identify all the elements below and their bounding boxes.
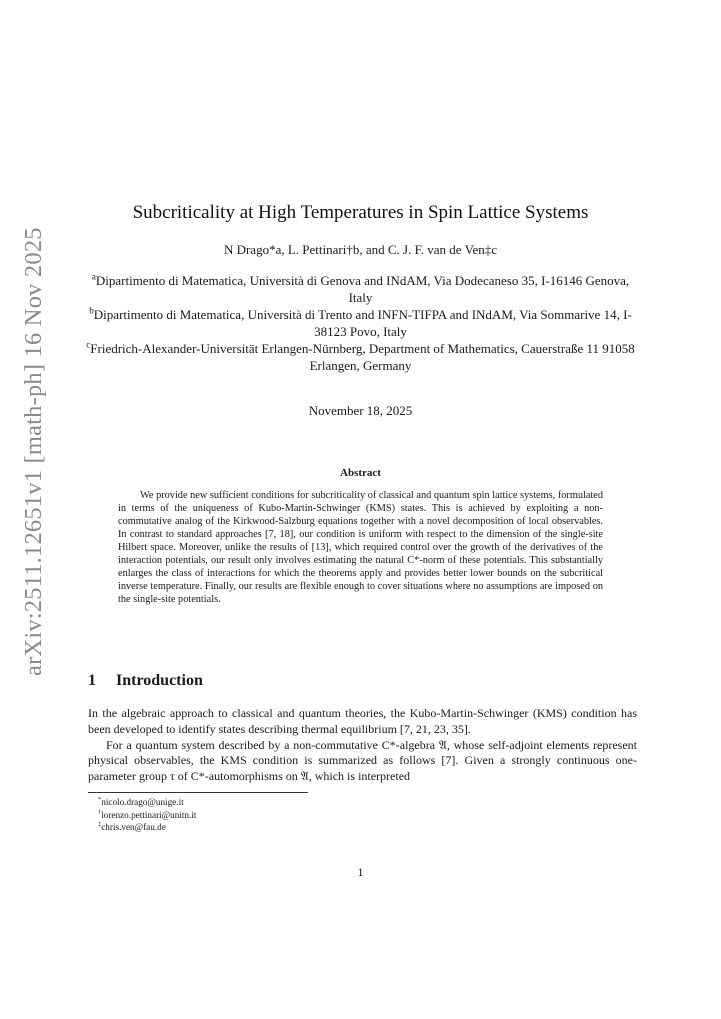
author-list: N Drago*a, L. Pettinari†b, and C. J. F. van de Ven‡c xyxy=(223,242,498,257)
arxiv-stamp: arXiv:2511.12651v1 [math-ph] 16 Nov 2025 xyxy=(20,227,47,676)
footnote xyxy=(98,796,196,809)
affiliation-mark: b xyxy=(89,305,94,316)
affiliation-b xyxy=(80,306,641,340)
affiliation-a xyxy=(80,272,641,306)
page-number: 1 xyxy=(357,865,364,879)
footnotes xyxy=(98,796,196,834)
affiliation-mark: a xyxy=(91,271,96,282)
affiliation-c xyxy=(80,340,641,374)
footnote-rule xyxy=(88,792,308,793)
section-title: Introduction xyxy=(116,672,203,689)
section-number: 1 xyxy=(88,672,96,689)
abstract-heading: Abstract xyxy=(340,467,381,479)
affiliation-text: Dipartimento di Matematica, Università di Trento and INFN-TIFPA and INdAM, Via Sommarive 14, I-38123 Povo, Italy xyxy=(93,307,632,339)
footnote-mark: ‡ xyxy=(98,820,102,828)
footnote-mark: † xyxy=(98,808,102,816)
footnote-mark: * xyxy=(98,795,102,803)
footnote xyxy=(98,809,196,822)
body-text xyxy=(88,706,637,785)
publication-date: November 18, 2025 xyxy=(308,403,413,418)
abstract-text: We provide new sufficient conditions for subcriticality of classical and quantum spin lattice systems, formulated in terms of the uniqueness of Kubo-Martin-Schwinger (KMS) states. This is achieved by exploiting a non-commutative analog of the Kirkwood-Salzburg equations together with a novel decomposition of local observables. In contrast to standard approaches [7, 18], our condition is uniform with respect to the dimension of the single-site Hilbert space. Moreover, unlike the results of [13], which required control over the growth of the derivatives of the interaction potentials, our result only involves estimating the natural C*-norm of these potentials. This substantially enlarges the class of interactions for which the theorems apply and provides better lower bounds on the subcritical inverse temperature. Finally, our results are flexible enough to cover situations where no assumptions are imposed on the single-site potentials. xyxy=(118,490,603,605)
footnote-email: nicolo.drago@unige.it xyxy=(101,797,184,807)
footnote-email: lorenzo.pettinari@unitn.it xyxy=(101,809,197,820)
affiliation-text: Friedrich-Alexander-Universität Erlangen-Nürnberg, Department of Mathematics, Cauerstraße 11 91058 Erlangen, Germany xyxy=(90,341,635,373)
affiliation-text: Dipartimento di Matematica, Università di Genova and INdAM, Via Dodecaneso 35, I-16146 Genova, Italy xyxy=(95,273,630,305)
affiliation-mark: c xyxy=(86,339,91,350)
paragraph: In the algebraic approach to classical and quantum theories, the Kubo-Martin-Schwinger (KMS) condition has been developed to identify states describing thermal equilibrium [7, 21, 23, 35]. xyxy=(88,706,637,736)
paragraph: For a quantum system described by a non-commutative C*-algebra 𝔄, whose self-adjoint elements represent physical observables, the KMS condition is summarized as follows [7]. Given a strongly continuous one-parameter group τ of C*-automorphisms on 𝔄, which is interpreted xyxy=(88,737,637,784)
paper-title: Subcriticality at High Temperatures in Spin Lattice Systems xyxy=(132,202,589,223)
affiliations xyxy=(80,272,641,374)
section-heading xyxy=(88,672,203,690)
footnote xyxy=(98,821,196,834)
footnote-email: chris.ven@fau.de xyxy=(101,822,166,832)
